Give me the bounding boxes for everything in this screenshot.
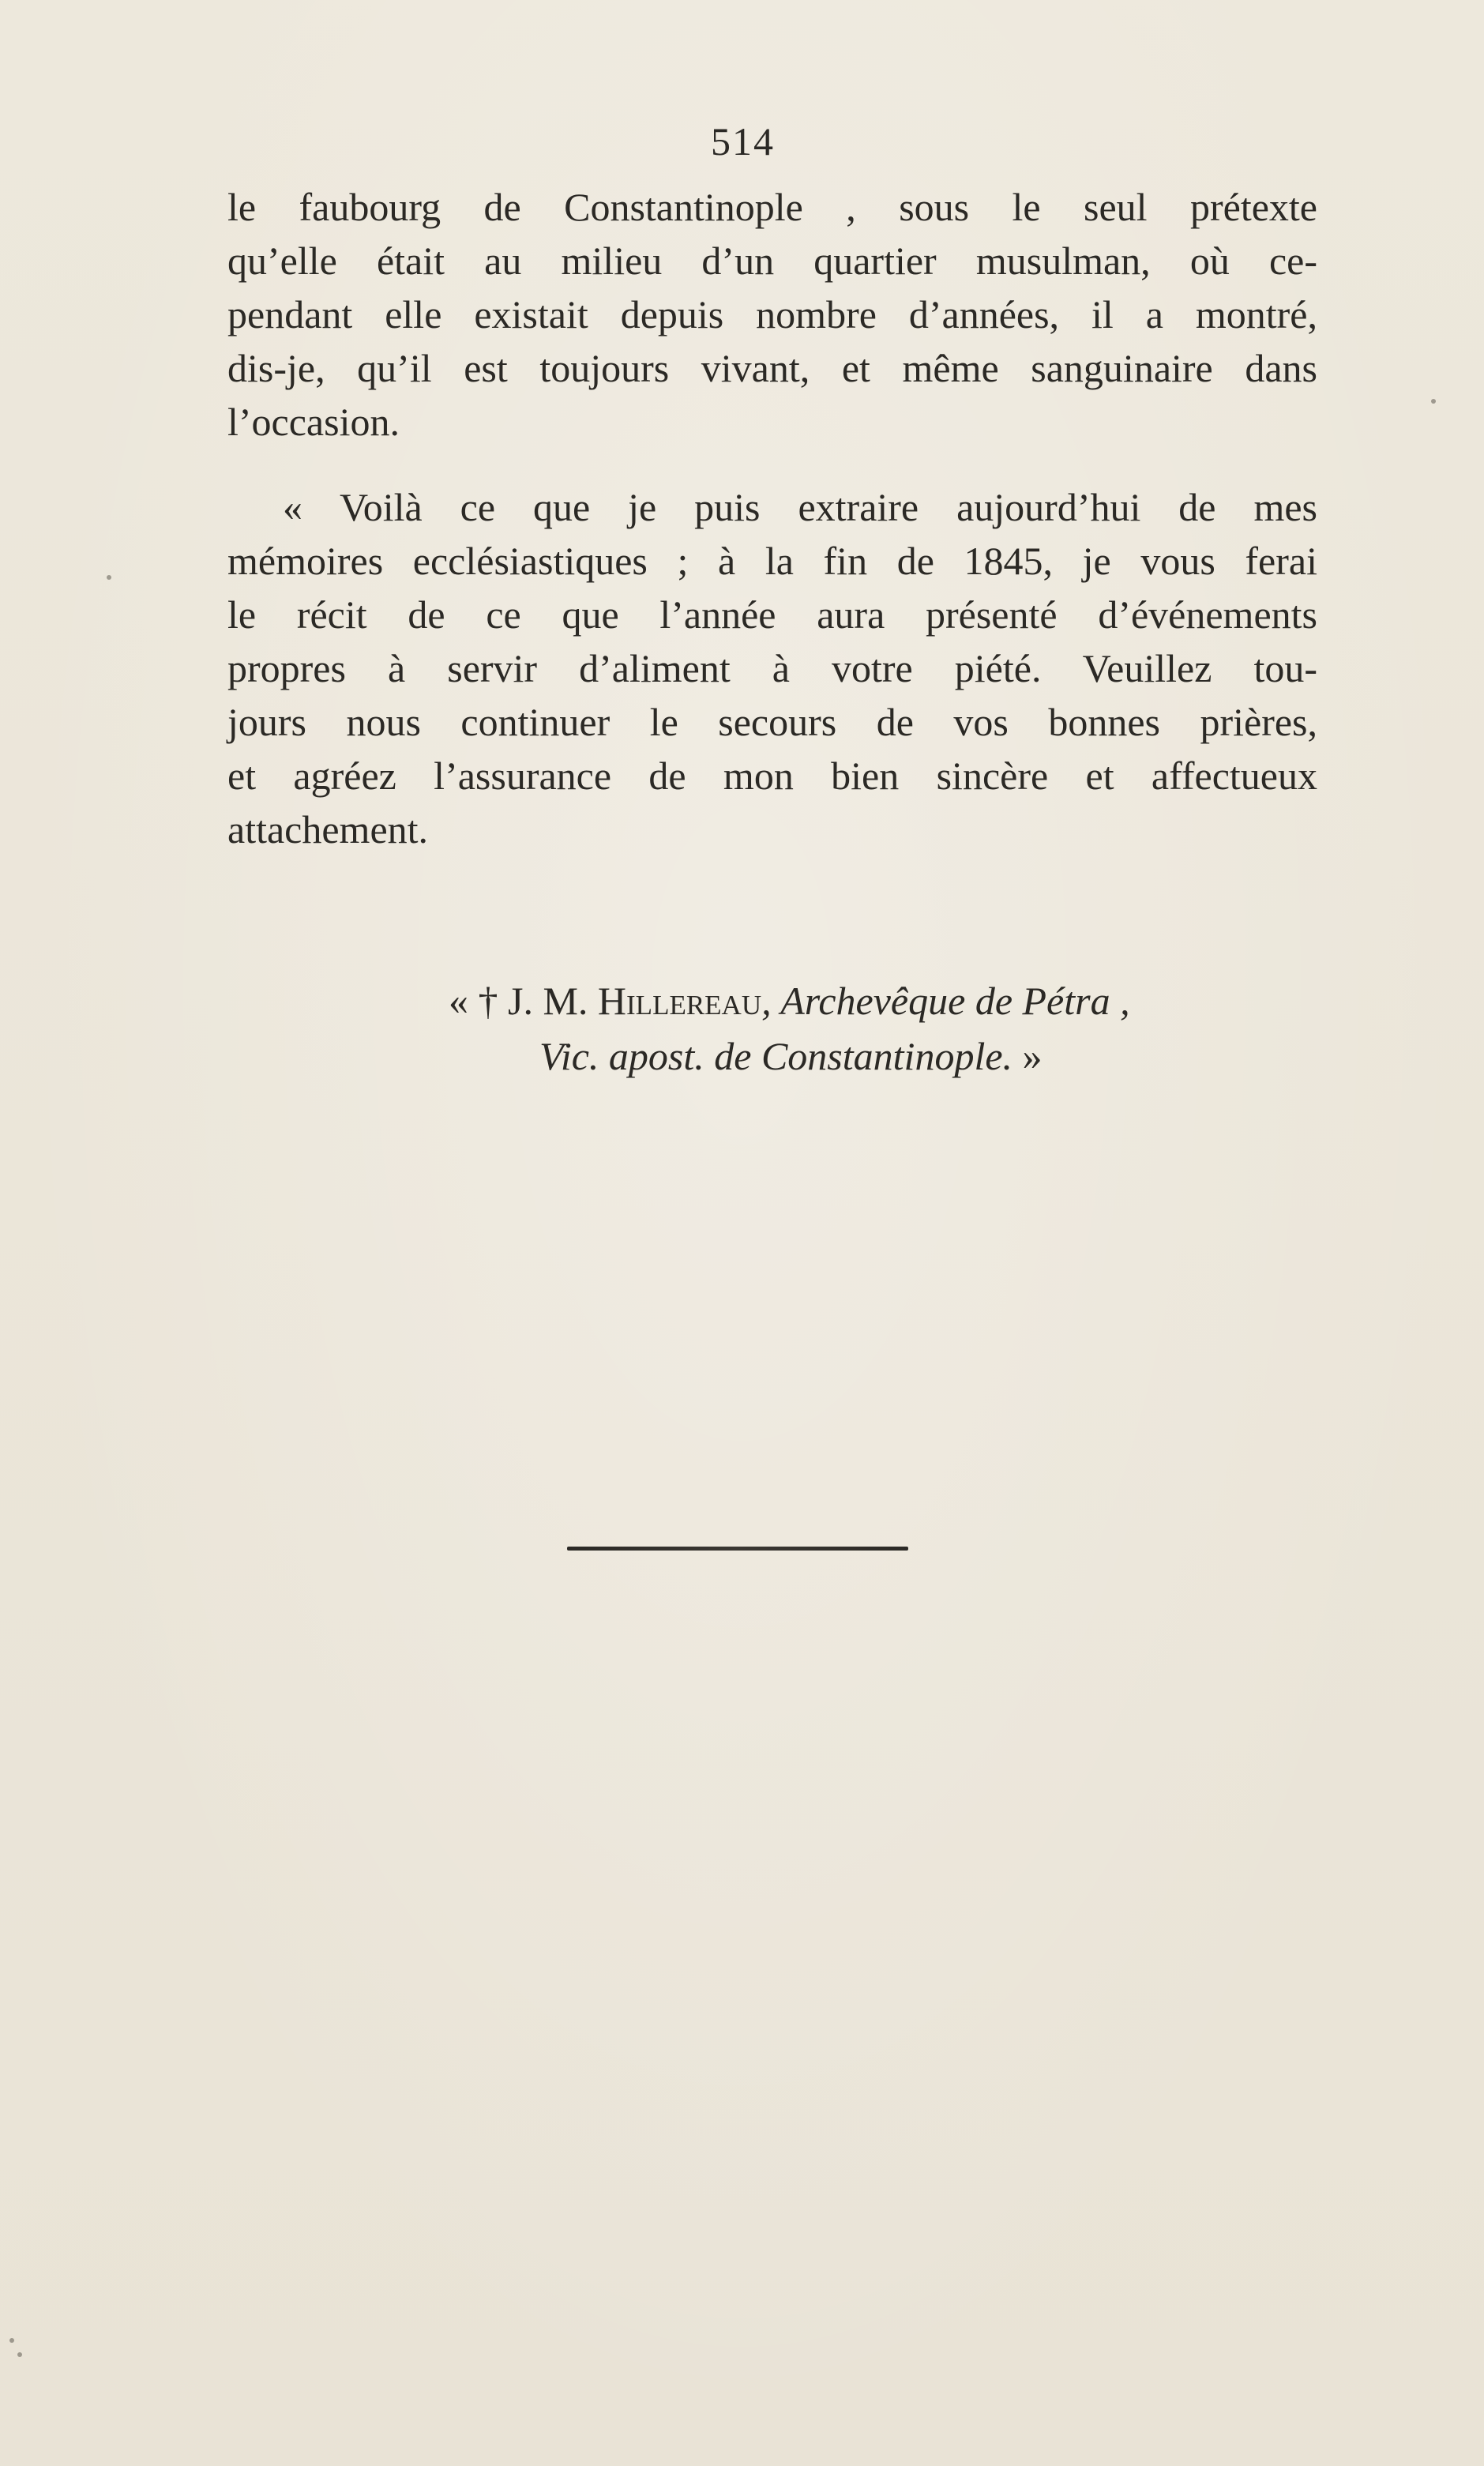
signature-name: Hillereau	[597, 979, 762, 1023]
end-rule	[567, 1547, 908, 1551]
signature-block	[227, 973, 1317, 1084]
paragraph-gap	[227, 449, 1317, 480]
paragraph-1-line-1: le faubourg de Constantinople , sous le seul prétexte	[227, 185, 1317, 229]
paragraph-2-line-6: et agréez l’assurance de mon bien sincère et affectueux	[227, 754, 1317, 798]
body-text	[227, 180, 1317, 856]
paper-speck	[17, 2352, 22, 2357]
page-number: 514	[711, 119, 775, 164]
signature-close: »	[1022, 1034, 1043, 1078]
paper-speck	[9, 2338, 14, 2343]
paragraph-2-line-3: le récit de ce que l’année aura présenté d’événements	[227, 592, 1317, 637]
paragraph-1-line-3: pendant elle existait depuis nombre d’années, il a montré,	[227, 292, 1317, 336]
signature-line-1	[227, 973, 1317, 1028]
paragraph-2-line-7: attachement.	[227, 807, 429, 851]
paragraph-1-line-2: qu’elle était au milieu d’un quartier musulman, où ce-	[227, 239, 1317, 283]
paragraph-2-line-4: propres à servir d’aliment à votre piété. Veuillez tou-	[227, 646, 1317, 690]
signature-open: « † J. M.	[449, 979, 588, 1023]
paragraph-2-line-2: mémoires ecclésiastiques ; à la fin de 1845, je vous ferai	[227, 539, 1317, 583]
paper-speck	[107, 575, 111, 580]
signature-title-1: , Archevêque de Pétra ,	[761, 979, 1130, 1023]
paper-speck	[1431, 399, 1436, 404]
paragraph-2-line-1: « Voilà ce que je puis extraire aujourd’hui de mes	[283, 485, 1317, 529]
signature-line-2	[227, 1028, 1317, 1084]
paragraph-2-line-5: jours nous continuer le secours de vos bonnes prières,	[227, 700, 1317, 744]
paragraph-1-line-5: l’occasion.	[227, 400, 400, 444]
paragraph-1-line-4: dis-je, qu’il est toujours vivant, et même sanguinaire dans	[227, 346, 1317, 390]
signature-title-2: Vic. apost. de Constantinople.	[539, 1034, 1013, 1078]
